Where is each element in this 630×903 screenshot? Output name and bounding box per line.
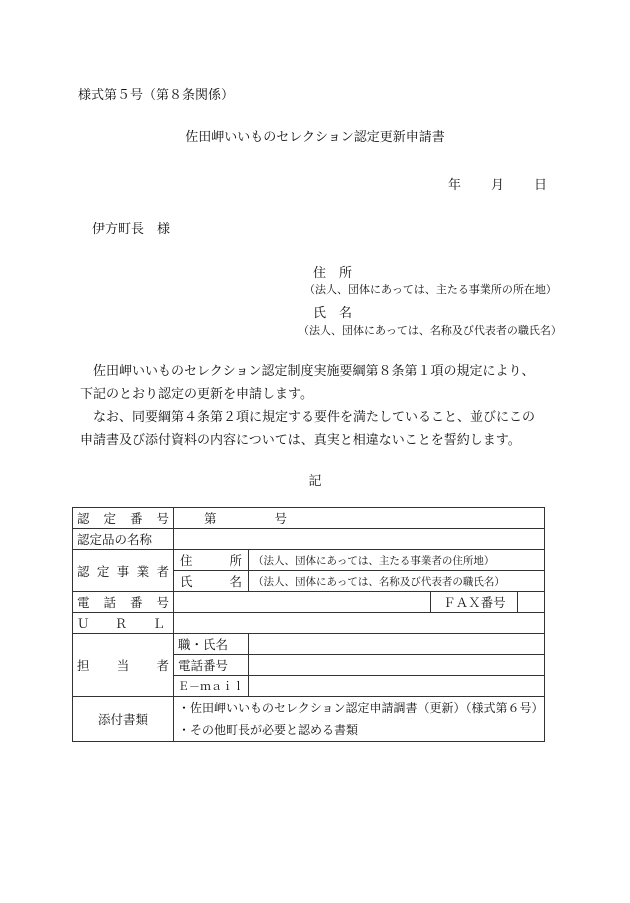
- date-day: 日: [533, 178, 547, 193]
- operator-label-char: 認: [77, 563, 90, 579]
- contact-label-char: 担: [77, 658, 90, 673]
- body-text: [80, 360, 560, 452]
- attachments-list: [174, 697, 545, 742]
- applicant-address-label: 住 所: [313, 266, 353, 281]
- row-operator-address: [73, 550, 545, 571]
- phone-label-char: 番: [129, 595, 143, 610]
- phone-label-char: 話: [103, 595, 116, 610]
- row-contact-name: [73, 634, 545, 655]
- operator-label-char: 者: [156, 563, 169, 579]
- document-title: 佐田岬いいものセレクション認定更新申請書: [185, 130, 445, 145]
- row-product-name: [73, 529, 545, 550]
- applicant-address-note: （法人、団体にあっては、主たる事業所の所在地）: [304, 283, 557, 296]
- date-line: [448, 174, 547, 193]
- contact-label-char: 当: [116, 658, 130, 673]
- phone-label-char: 電: [77, 595, 90, 610]
- cert-number-label-char: 定: [103, 511, 116, 526]
- contact-phone-label: 電話番号: [174, 655, 249, 676]
- operator-name-label: [174, 571, 249, 592]
- row-cert-number: [73, 508, 545, 529]
- contact-email-field[interactable]: [249, 676, 545, 697]
- row-url: [73, 613, 545, 634]
- contact-label-char: 者: [156, 658, 169, 673]
- addressee: 伊方町長 様: [92, 222, 171, 237]
- cert-number-go: 号: [274, 511, 288, 526]
- cert-number-label: [73, 508, 174, 529]
- applicant-name-note: （法人、団体にあっては、名称及び代表者の職氏名）: [298, 324, 562, 337]
- attachments-label: 添付書類: [73, 697, 174, 742]
- attachment-item: ・佐田岬いいものセレクション認定申請調書（更新）（様式第６号）: [178, 701, 544, 715]
- url-label: [73, 613, 174, 634]
- url-label-char: Ｌ: [152, 616, 165, 631]
- fax-field[interactable]: [518, 592, 545, 613]
- body-para1-line1: 佐田岬いいものセレクション認定制度実施要綱第８条第１項の規定により、: [93, 364, 535, 379]
- product-name-field[interactable]: [174, 529, 545, 550]
- date-year: 年: [447, 178, 461, 193]
- url-label-char: Ｒ: [114, 616, 128, 631]
- applicant-name-label: 氏 名: [313, 306, 353, 321]
- contact-title-name-label: 職・氏名: [174, 634, 249, 655]
- operator-label-char: 事: [116, 563, 130, 579]
- operator-address-label: [174, 550, 249, 571]
- operator-label-char: 業: [136, 563, 150, 579]
- cert-number-label-char: 番: [129, 511, 143, 526]
- operator-label-char: 定: [96, 563, 110, 579]
- cert-number-label-char: 認: [77, 511, 90, 526]
- url-label-char: Ｕ: [77, 616, 90, 631]
- date-month: 月: [490, 178, 504, 193]
- form-number: 様式第５号（第８条関係）: [78, 88, 235, 103]
- cert-number-field[interactable]: [174, 508, 545, 529]
- cert-number-label-char: 号: [156, 511, 169, 526]
- phone-label-char: 号: [156, 595, 169, 610]
- product-name-label: 認定品の名称: [73, 529, 174, 550]
- body-para2-line1: なお、同要綱第４条第２項に規定する要件を満たしていること、並びにこの: [93, 410, 536, 425]
- contact-label: [73, 634, 174, 697]
- application-table: [72, 507, 545, 742]
- cert-number-dai: 第: [204, 511, 217, 526]
- operator-name-label-char: 名: [229, 574, 242, 589]
- operator-name-note: （法人、団体にあっては、名称及び代表者の職氏名）: [253, 575, 505, 588]
- operator-address-note: （法人、団体にあっては、主たる事業者の住所地）: [253, 554, 495, 567]
- contact-phone-field[interactable]: [249, 655, 545, 676]
- row-attachments: [73, 697, 545, 742]
- row-phone: [73, 592, 545, 613]
- contact-title-name-field[interactable]: [249, 634, 545, 655]
- operator-name-field[interactable]: [249, 571, 545, 592]
- fax-label: ＦＡＸ番号: [431, 592, 518, 613]
- body-para1-line2: 下記のとおり認定の更新を申請します。: [80, 387, 313, 402]
- phone-field[interactable]: [174, 592, 431, 613]
- phone-label: [73, 592, 174, 613]
- operator-address-label-char: 所: [229, 553, 242, 568]
- operator-address-label-char: 住: [180, 553, 193, 568]
- body-para2-line2: 申請書及び添付資料の内容については、真実と相違ないことを誓約します。: [80, 433, 521, 448]
- operator-address-field[interactable]: [249, 550, 545, 571]
- attachment-item: ・その他町長が必要と認める書類: [178, 723, 359, 737]
- operator-name-label-char: 氏: [180, 574, 193, 589]
- operator-label: [73, 550, 174, 592]
- url-field[interactable]: [174, 613, 545, 634]
- ki-heading: 記: [308, 474, 322, 489]
- contact-email-label: Ｅ－ｍａｉｌ: [174, 676, 249, 697]
